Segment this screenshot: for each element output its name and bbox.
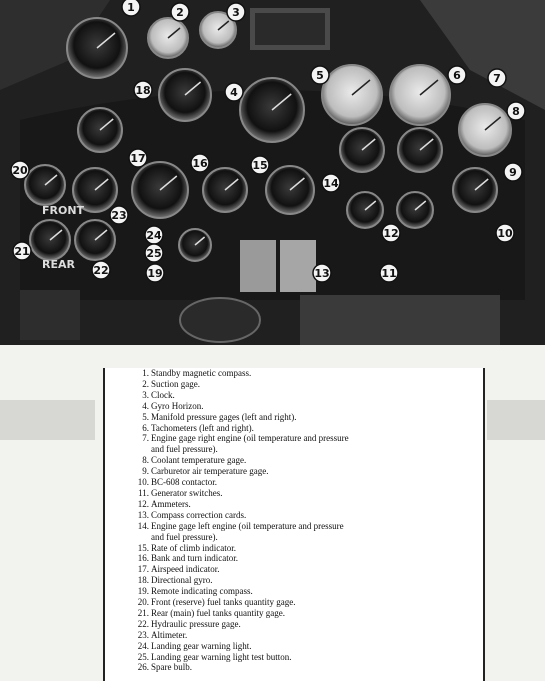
legend-item	[142, 411, 451, 423]
legend-item-text: Standby magnetic compass.	[151, 368, 252, 378]
legend-item	[137, 607, 451, 619]
legend-item-text: Landing gear warning light.	[151, 640, 252, 651]
instrument-number-badge	[448, 66, 466, 84]
instrument-number-badge	[322, 174, 340, 192]
legend-item-number: 15.	[137, 542, 149, 553]
instrument-number: 21	[14, 245, 30, 258]
legend-item	[137, 629, 451, 641]
instrument-number-badge	[251, 156, 269, 174]
legend-item-number: 2.	[142, 378, 149, 389]
legend-item-text: Compass correction cards.	[151, 509, 247, 520]
legend-item	[137, 597, 451, 608]
legend-item	[137, 651, 451, 663]
legend-item-text: Manifold pressure gages (left and right).	[151, 411, 297, 422]
legend-item-number: 26.	[137, 662, 149, 673]
instrument-number: 20	[12, 164, 28, 177]
legend-item-text: Directional gyro.	[151, 575, 213, 586]
legend-item-number: 8.	[142, 455, 149, 466]
legend-item-text: Suction gage.	[151, 378, 200, 389]
legend-item	[142, 466, 451, 477]
legend-item-text: Tachometers (left and right).	[151, 422, 254, 433]
legend-item-text: Rate of climb indicator.	[151, 542, 236, 553]
instrument-number: 13	[314, 267, 330, 280]
legend-item-text: Hydraulic pressure gage.	[151, 618, 241, 629]
legend-item-text: Engine gage left engine (oil temperature and pressure	[151, 520, 344, 531]
legend-item	[142, 400, 451, 412]
legend-item-text: Rear (main) fuel tanks quantity gage.	[151, 607, 285, 618]
instrument-number-badge	[110, 206, 128, 224]
legend-item-number: 24.	[137, 640, 149, 651]
instrument-number: 1	[127, 1, 135, 14]
legend-item	[137, 477, 451, 488]
legend-item-number: 21.	[137, 607, 149, 618]
instrument-number: 15	[252, 159, 268, 172]
legend-item-text: Altimeter.	[151, 629, 188, 640]
instrument-number-badge	[382, 224, 400, 242]
instrument-number-badge	[11, 161, 29, 179]
instrument-number: 23	[111, 209, 127, 222]
legend-item-text: Front (reserve) fuel tanks quantity gage.	[151, 597, 296, 608]
instrument-number-badge	[488, 69, 506, 87]
legend-item-text: Clock.	[151, 389, 175, 400]
rear-label: REAR	[42, 258, 75, 271]
legend-item-text: and fuel pressure).	[151, 444, 218, 455]
legend-item-number: 18.	[137, 575, 149, 586]
legend-item	[151, 532, 451, 543]
instrument-number: 18	[135, 84, 151, 97]
legend-item	[137, 509, 451, 521]
instrument-number-badge	[13, 242, 31, 260]
legend-item	[137, 542, 451, 554]
instrument-number: 22	[93, 264, 109, 277]
legend-item-number: 6.	[142, 422, 149, 433]
legend-item	[142, 368, 451, 379]
legend-item	[142, 389, 451, 401]
instrument-number-badge	[191, 154, 209, 172]
legend-list	[137, 368, 451, 673]
instrument-number: 14	[323, 177, 339, 190]
instrument-number: 19	[147, 267, 163, 280]
instrument-number: 3	[232, 6, 240, 19]
instrument-number-badge	[122, 0, 140, 16]
legend-item	[151, 444, 451, 455]
legend-item	[137, 586, 451, 597]
legend-item	[138, 487, 451, 499]
instrument-number: 9	[509, 166, 517, 179]
legend-item-text: Spare bulb.	[151, 662, 192, 673]
legend-item-number: 5.	[142, 411, 149, 422]
instrument-number-badge	[507, 102, 525, 120]
legend-item	[137, 640, 451, 652]
instrument-number-badge	[92, 261, 110, 279]
legend-item-text: Carburetor air temperature gage.	[151, 466, 269, 477]
faded-band-left	[0, 400, 95, 440]
legend-item	[142, 378, 451, 390]
instrument-number-badge	[129, 149, 147, 167]
legend-item-text: Ammeters.	[151, 498, 191, 509]
legend-item-text: Remote indicating compass.	[151, 586, 253, 597]
instrument-number-badge	[145, 244, 163, 262]
instrument-number: 5	[316, 69, 324, 82]
legend-item-number: 4.	[142, 400, 149, 411]
legend-item-number: 19.	[137, 586, 149, 597]
legend-item	[137, 564, 451, 575]
instrument-number: 8	[512, 105, 520, 118]
legend-item-number: 7.	[142, 433, 149, 444]
legend-item-text: Gyro Horizon.	[151, 400, 204, 411]
instrument-number-badge	[496, 224, 514, 242]
legend-item-number: 12.	[137, 498, 149, 509]
legend-item-number: 13.	[137, 509, 149, 520]
front-label: FRONT	[42, 204, 85, 217]
legend-item-number: 25.	[137, 651, 149, 662]
legend-item-number: 10.	[137, 477, 149, 488]
instrument-number-badge	[504, 163, 522, 181]
legend-item-text: Engine gage right engine (oil temperature and pressure	[151, 433, 349, 444]
instrument-number: 6	[453, 69, 461, 82]
instrument-number: 10	[497, 227, 513, 240]
legend-item-number: 22.	[137, 618, 149, 629]
instrument-number-badge	[134, 81, 152, 99]
instrument-number-badge	[227, 3, 245, 21]
instrument-number-badge	[146, 264, 164, 282]
legend-item-text: Airspeed indicator.	[151, 564, 220, 575]
instrument-number: 24	[146, 229, 162, 242]
legend-item	[137, 662, 451, 673]
instrument-number: 12	[383, 227, 399, 240]
instrument-number: 2	[176, 6, 184, 19]
instrument-number-badge	[171, 3, 189, 21]
legend-item-number: 20.	[137, 597, 149, 608]
legend-item-number: 14.	[137, 520, 149, 531]
legend-item-number: 3.	[142, 389, 149, 400]
legend-item-text: BC-608 contactor.	[151, 477, 217, 488]
legend-item-text: Bank and turn indicator.	[151, 553, 238, 564]
instrument-number-badge	[145, 226, 163, 244]
faded-band-right	[487, 400, 545, 440]
legend-item-number: 17.	[137, 564, 149, 575]
legend-item	[142, 455, 451, 466]
legend-item-number: 11.	[138, 487, 149, 498]
instrument-number-badge	[313, 264, 331, 282]
instrument-number: 7	[493, 72, 501, 85]
instrument-number-badge	[225, 83, 243, 101]
legend-item-number: 23.	[137, 629, 149, 640]
legend-item-number: 9.	[142, 466, 149, 477]
legend-item	[137, 553, 451, 564]
legend-item-number: 1.	[142, 368, 149, 378]
instrument-number: 4	[230, 86, 238, 99]
legend-item-number: 16.	[137, 553, 149, 564]
legend-item	[142, 433, 451, 444]
legend-item-text: Coolant temperature gage.	[151, 455, 247, 466]
legend-item	[137, 498, 451, 510]
legend-item	[137, 618, 451, 630]
instrument-number: 17	[130, 152, 146, 165]
legend-item	[137, 520, 451, 532]
legend-item-text: Landing gear warning light test button.	[151, 651, 292, 662]
legend-item	[142, 422, 451, 434]
instrument-number: 11	[381, 267, 397, 280]
instrument-number-badge	[311, 66, 329, 84]
legend-item-text: Generator switches.	[151, 487, 223, 498]
legend-item-text: and fuel pressure).	[151, 531, 218, 542]
instrument-number: 25	[146, 247, 162, 260]
legend-item	[137, 575, 451, 586]
instrument-number-badge	[380, 264, 398, 282]
instrument-number: 16	[192, 157, 208, 170]
